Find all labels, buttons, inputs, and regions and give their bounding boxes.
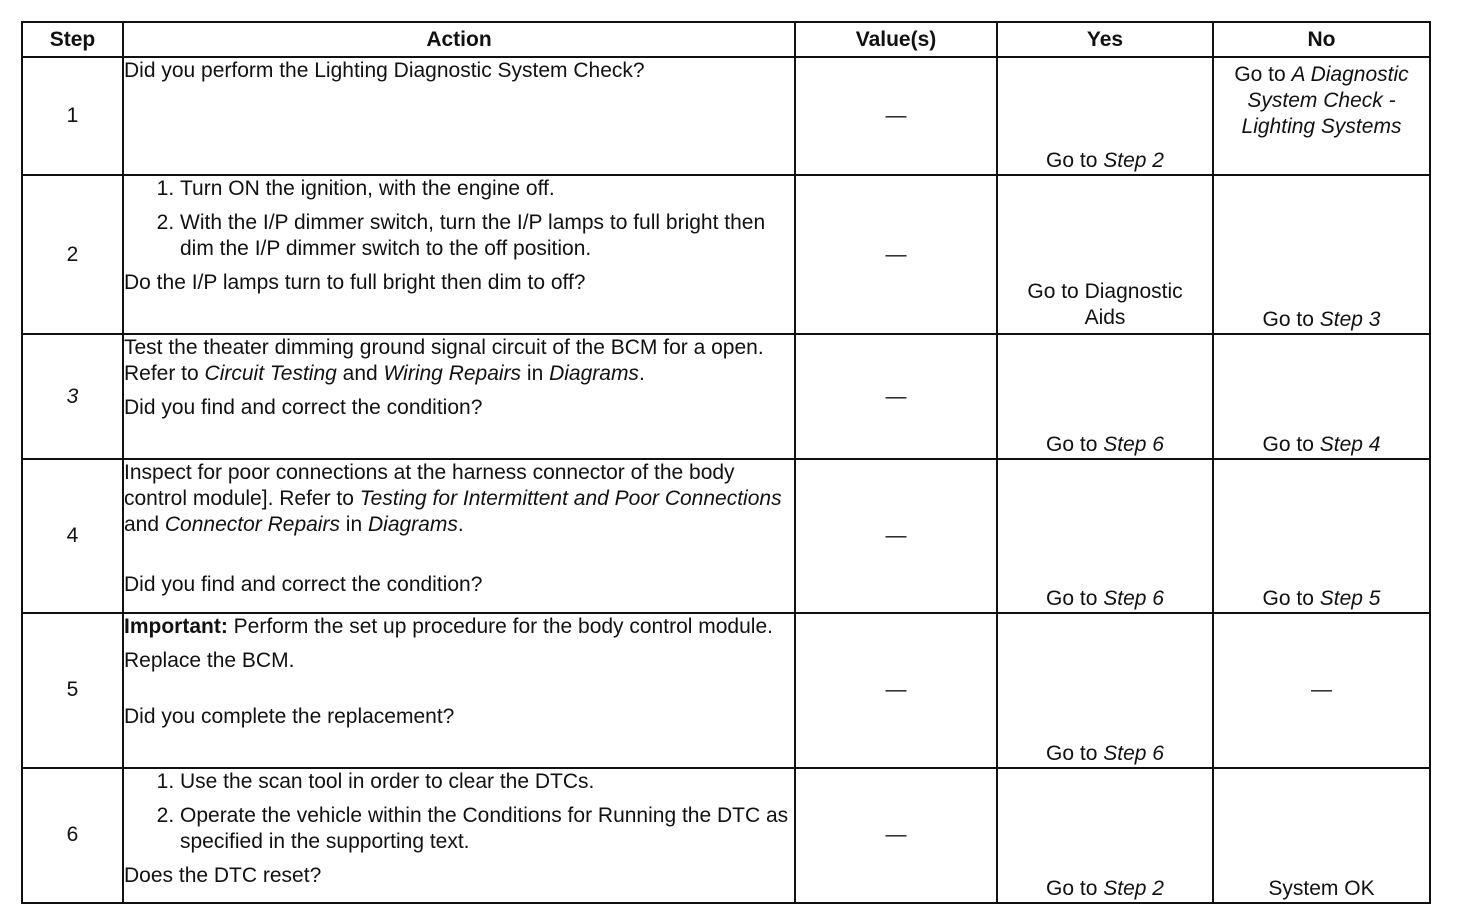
value-cell: —	[795, 768, 997, 903]
action-link[interactable]: Diagrams	[549, 362, 639, 386]
no-prefix: Go to	[1262, 308, 1320, 332]
value-cell: —	[795, 459, 997, 612]
no-prefix: Go to	[1262, 433, 1320, 457]
action-text: and	[336, 362, 384, 386]
table-row	[22, 57, 1430, 175]
table-row	[22, 613, 1430, 768]
step-number: 2	[22, 175, 123, 334]
important-label: Important:	[124, 614, 228, 638]
table-row	[22, 768, 1430, 903]
action-question: Did you find and correct the condition?	[124, 573, 483, 597]
no-cell	[1213, 459, 1430, 612]
action-text: in	[339, 513, 368, 537]
no-cell: System OK	[1213, 768, 1430, 903]
action-question: Do the I/P lamps turn to full bright then dim to off?	[124, 271, 586, 295]
action-instruction	[124, 460, 794, 538]
action-text: .	[638, 362, 645, 386]
header-values: Value(s)	[795, 22, 997, 57]
step-number: 1	[22, 57, 123, 175]
no-link[interactable]: Step 3	[1319, 308, 1381, 332]
action-step-item: 2. With the I/P dimmer switch, turn the I/P lamps to full bright then dim the I/P dimmer switch to the off position.	[180, 210, 794, 262]
yes-prefix: Go to	[1046, 741, 1104, 765]
yes-link[interactable]: Go to Diagnostic Aids	[1027, 280, 1183, 330]
action-link[interactable]: Testing for Intermittent and Poor Connections	[359, 487, 782, 511]
diagnostic-table	[21, 21, 1431, 904]
value-cell: —	[795, 175, 997, 334]
action-text: and	[124, 513, 165, 537]
no-cell	[1213, 57, 1430, 175]
header-action: Action	[123, 22, 795, 57]
no-link[interactable]: A Diagnostic System Check - Lighting Systems	[1241, 63, 1409, 138]
action-instruction: Replace the BCM.	[124, 648, 295, 672]
action-question: Did you perform the Lighting Diagnostic System Check?	[124, 59, 645, 82]
step-number: 5	[22, 613, 123, 768]
no-prefix: Go to	[1262, 586, 1320, 610]
yes-link[interactable]: Step 6	[1103, 586, 1164, 610]
action-cell	[123, 175, 795, 334]
important-note	[124, 614, 794, 640]
yes-cell	[997, 175, 1213, 334]
action-cell	[123, 57, 795, 175]
action-cell	[123, 459, 795, 612]
value-cell: —	[795, 57, 997, 175]
yes-link[interactable]: Step 2	[1103, 877, 1164, 900]
yes-prefix: Go to	[1046, 433, 1104, 457]
action-steps	[124, 769, 794, 855]
table-row	[22, 459, 1430, 612]
yes-link[interactable]: Step 6	[1103, 433, 1164, 457]
action-text: .	[457, 513, 464, 537]
action-steps	[124, 176, 794, 262]
yes-cell	[997, 459, 1213, 612]
no-cell: —	[1213, 613, 1430, 768]
action-link[interactable]: Connector Repairs	[164, 513, 340, 537]
table-row	[22, 334, 1430, 459]
header-no: No	[1213, 22, 1430, 57]
no-cell	[1213, 175, 1430, 334]
yes-prefix: Go to	[1046, 149, 1104, 173]
yes-cell	[997, 613, 1213, 768]
action-text: Test the theater dimming ground signal circuit of the BCM for a open. Refer to	[124, 336, 764, 386]
value-cell: —	[795, 334, 997, 459]
no-link[interactable]: Step 5	[1319, 586, 1381, 610]
step-number: 4	[22, 459, 123, 612]
header-yes: Yes	[997, 22, 1213, 57]
action-step-item: 1. Turn ON the ignition, with the engine off.	[180, 176, 794, 202]
yes-prefix: Go to	[1046, 586, 1104, 610]
header-step: Step	[22, 22, 123, 57]
action-link[interactable]: Diagrams	[367, 513, 458, 537]
action-link[interactable]: Wiring Repairs	[383, 362, 522, 386]
action-question: Did you complete the replacement?	[124, 704, 455, 728]
action-step-item: 2. Operate the vehicle within the Conditions for Running the DTC as specified in the supporting text.	[180, 803, 794, 855]
action-question: Did you find and correct the condition?	[124, 396, 483, 420]
action-text: in	[521, 362, 550, 386]
no-cell	[1213, 334, 1430, 459]
header-row	[22, 22, 1430, 57]
action-question: Does the DTC reset?	[124, 863, 322, 887]
action-cell	[123, 613, 795, 768]
yes-link[interactable]: Step 2	[1103, 149, 1164, 173]
yes-cell	[997, 768, 1213, 903]
table-row	[22, 175, 1430, 334]
important-text: Perform the set up procedure for the body control module.	[227, 614, 773, 638]
yes-link[interactable]: Step 6	[1103, 741, 1164, 765]
action-link[interactable]: Circuit Testing	[204, 362, 337, 386]
step-number: 6	[22, 768, 123, 903]
yes-prefix: Go to	[1046, 877, 1104, 900]
no-prefix: Go to	[1234, 63, 1292, 86]
step-number: 3	[22, 334, 123, 459]
action-text: Inspect for poor connections at the harness connector of the body control module]. Refer to	[124, 461, 735, 511]
action-cell	[123, 768, 795, 903]
action-cell	[123, 334, 795, 459]
yes-cell	[997, 334, 1213, 459]
yes-cell	[997, 57, 1213, 175]
value-cell: —	[795, 613, 997, 768]
action-step-item: 1. Use the scan tool in order to clear the DTCs.	[180, 769, 794, 795]
action-instruction	[124, 335, 794, 387]
no-link[interactable]: Step 4	[1319, 433, 1381, 457]
